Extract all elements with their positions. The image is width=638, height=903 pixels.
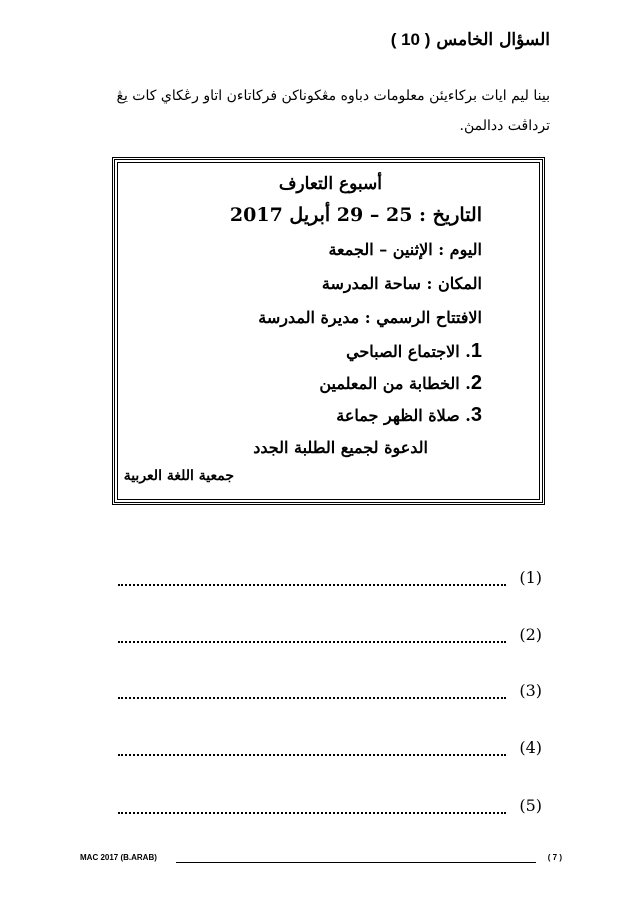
answer-number: (4) xyxy=(519,738,542,757)
answer-number: (1) xyxy=(519,568,542,587)
announcement-poster xyxy=(112,157,545,505)
poster-organizer: جمعية اللغة العربية xyxy=(123,468,234,484)
answer-number: (2) xyxy=(519,625,542,644)
poster-date-label: التاريخ : xyxy=(419,204,482,226)
page-footer xyxy=(80,853,562,867)
question-marks: ( 10 ) xyxy=(390,30,431,49)
activity-number: 1 xyxy=(470,340,482,362)
footer-rule xyxy=(176,862,536,863)
poster-activity-1 xyxy=(346,340,482,363)
poster-day: اليوم : الإثنين – الجمعة xyxy=(328,240,482,259)
poster-invitation: الدعوة لجميع الطلبة الجدد xyxy=(253,438,428,457)
poster-title: أسبوع التعارف xyxy=(278,174,382,194)
answer-blank[interactable] xyxy=(118,627,506,643)
activity-text: . الاجتماع الصباحي xyxy=(346,342,471,361)
instruction-line-2: ترداڤت ددالمڽ. xyxy=(459,118,550,134)
answer-blank[interactable] xyxy=(118,683,506,699)
poster-opening: الافتتاح الرسمي : مديرة المدرسة xyxy=(258,308,482,327)
answer-number: (3) xyxy=(519,681,542,700)
question-label: السؤال الخامس xyxy=(436,30,550,50)
activity-number: 2 xyxy=(470,372,482,394)
answer-line-1[interactable] xyxy=(112,568,542,592)
answer-line-4[interactable] xyxy=(112,738,542,762)
activity-text: . الخطابة من المعلمين xyxy=(319,374,471,393)
activity-text: . صلاة الظهر جماعة xyxy=(336,406,471,425)
answer-line-5[interactable] xyxy=(112,796,542,820)
activity-number: 3 xyxy=(470,404,482,426)
answer-number: (5) xyxy=(519,796,542,815)
footer-paper-code: MAC 2017 (B.ARAB) xyxy=(80,853,157,862)
poster-activity-2 xyxy=(319,372,482,395)
answer-line-3[interactable] xyxy=(112,681,542,705)
answer-blank[interactable] xyxy=(118,740,506,756)
poster-date xyxy=(230,204,482,226)
poster-date-value: 25 – 29 أبريل 2017 xyxy=(229,204,413,226)
poster-place: المكان : ساحة المدرسة xyxy=(321,274,482,293)
answer-blank[interactable] xyxy=(118,798,506,814)
instruction-line-1: بينا ليم ايات بركاءيئن معلومات دباوه مڠكوناكن فركاتاءن اتاو رڠكاي كات يڠ xyxy=(116,88,550,104)
footer-page-number: ( 7 ) xyxy=(547,853,562,862)
question-title xyxy=(391,30,550,50)
answer-line-2[interactable] xyxy=(112,625,542,649)
poster-activity-3 xyxy=(336,404,482,427)
answer-blank[interactable] xyxy=(118,570,506,586)
